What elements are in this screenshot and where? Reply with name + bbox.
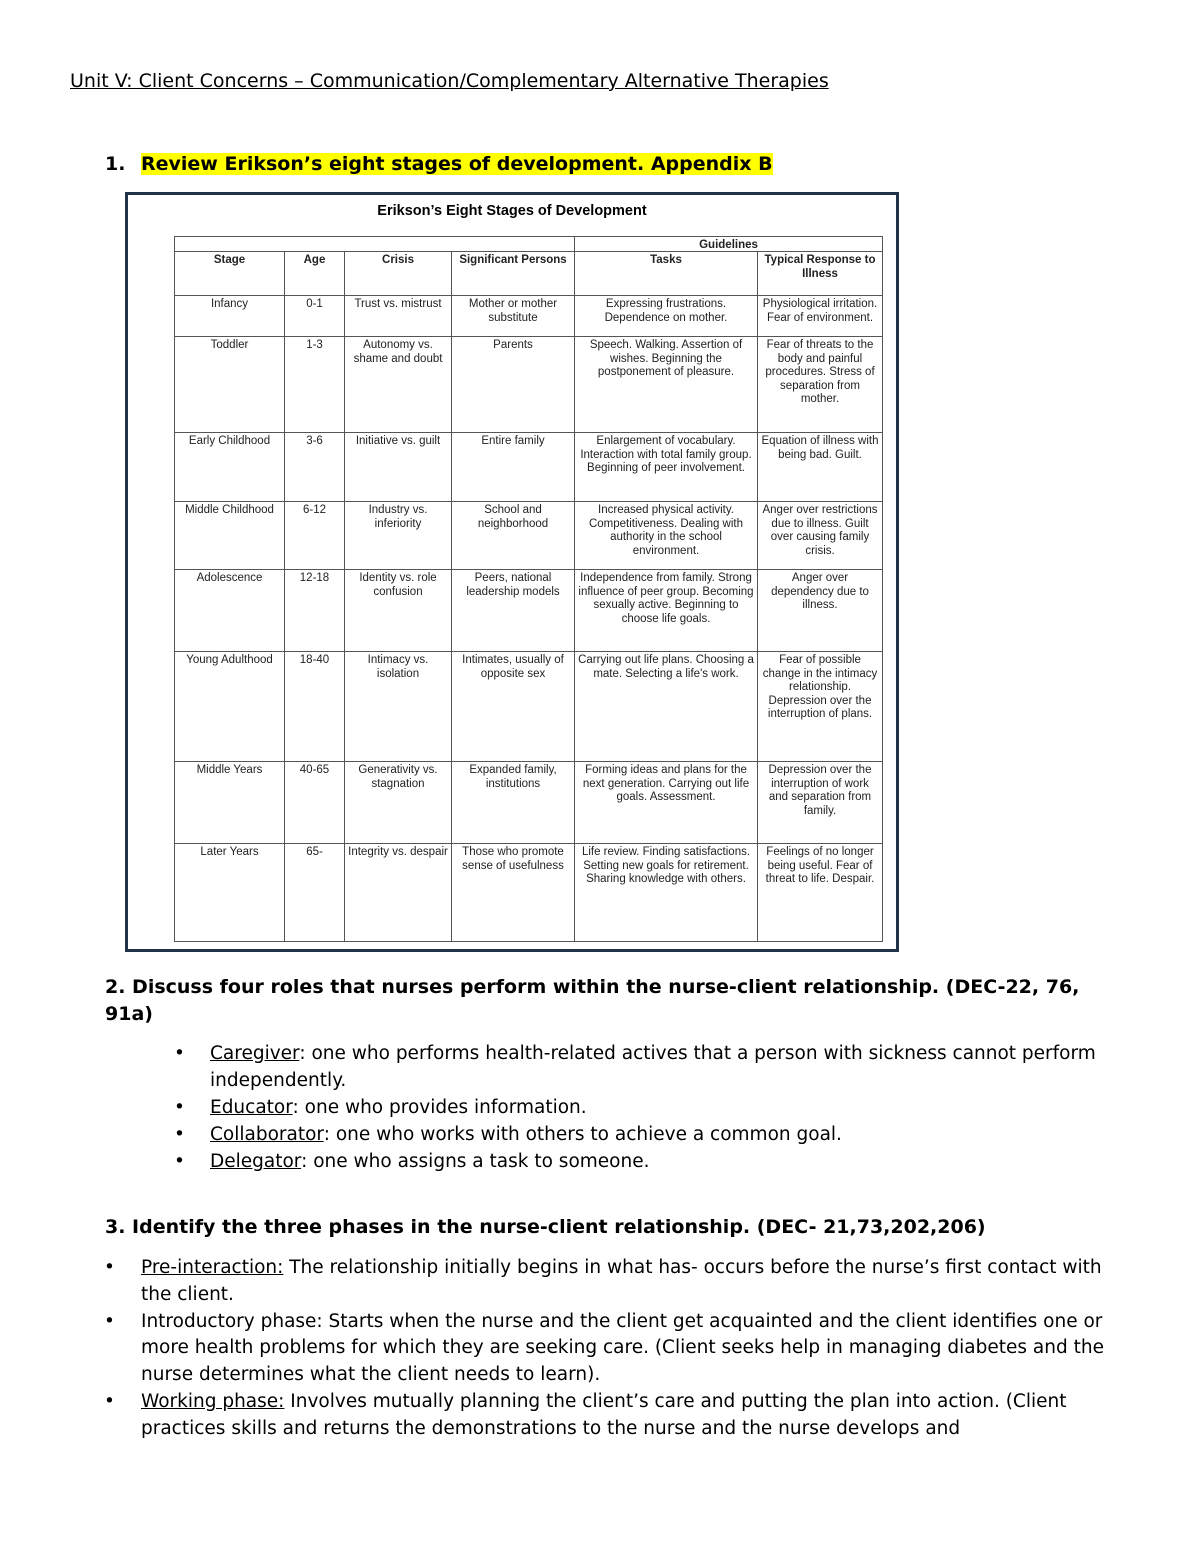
- cell-tasks: Enlargement of vocabulary. Interaction with total family group. Beginning of peer involvement.: [575, 433, 758, 502]
- list-item: [174, 1094, 1110, 1121]
- table-header-blank: [175, 237, 575, 252]
- cell-age: 3-6: [285, 433, 345, 502]
- list-item: [104, 1255, 1131, 1309]
- cell-significant-persons: Intimates, usually of opposite sex: [452, 652, 575, 762]
- cell-typical-response: Feelings of no longer being useful. Fear of threat to life. Despair.: [758, 844, 883, 942]
- cell-significant-persons: Mother or mother substitute: [452, 296, 575, 337]
- bullet-icon: •: [104, 1310, 115, 1332]
- role-description: : one who performs health-related actives that a person with sickness cannot perform independently.: [210, 1043, 1096, 1091]
- cell-tasks: Speech. Walking. Assertion of wishes. Beginning the postponement of pleasure.: [575, 337, 758, 433]
- cell-typical-response: Anger over dependency due to illness.: [758, 570, 883, 652]
- cell-tasks: Increased physical activity. Competitiveness. Dealing with authority in the school environment.: [575, 502, 758, 570]
- bullet-icon: •: [104, 1257, 115, 1278]
- erikson-stages-table: [174, 236, 883, 942]
- cell-typical-response: Fear of possible change in the intimacy relationship. Depression over the interruption of plans.: [758, 652, 883, 762]
- question-1-highlighted-text: Review Erikson’s eight stages of development. Appendix B: [141, 153, 773, 175]
- cell-crisis: Intimacy vs. isolation: [345, 652, 452, 762]
- cell-typical-response: Fear of threats to the body and painful procedures. Stress of separation from mother.: [758, 337, 883, 433]
- question-3-heading: 3. Identify the three phases in the nurse-client relationship. (DEC- 21,73,202,206): [105, 1216, 986, 1238]
- cell-crisis: Initiative vs. guilt: [345, 433, 452, 502]
- cell-tasks: Life review. Finding satisfactions. Setting new goals for retirement. Sharing knowledge with others.: [575, 844, 758, 942]
- table-row: [175, 762, 883, 844]
- figure-title: Erikson’s Eight Stages of Development: [377, 203, 647, 219]
- cell-crisis: Autonomy vs. shame and doubt: [345, 337, 452, 433]
- column-header-tasks: Tasks: [575, 252, 758, 296]
- role-term: Collaborator: [210, 1124, 324, 1145]
- cell-tasks: Carrying out life plans. Choosing a mate. Selecting a life's work.: [575, 652, 758, 762]
- table-row: [175, 433, 883, 502]
- cell-crisis: Integrity vs. despair: [345, 844, 452, 942]
- cell-age: 40-65: [285, 762, 345, 844]
- cell-significant-persons: Parents: [452, 337, 575, 433]
- column-header-significant-persons: Significant Persons: [452, 252, 575, 296]
- table-row: [175, 844, 883, 942]
- cell-age: 12-18: [285, 570, 345, 652]
- bullet-icon: •: [104, 1390, 115, 1412]
- list-item: [104, 1389, 1131, 1443]
- cell-stage: Toddler: [175, 337, 285, 433]
- cell-stage: Young Adulthood: [175, 652, 285, 762]
- question-2-heading: 2. Discuss four roles that nurses perform within the nurse-client relationship. (DEC-22, 76, 91a): [105, 976, 1080, 1025]
- phase-description: Introductory phase: Starts when the nurse and the client get acquainted and the client identifies one or more health problems for which they are seeking care. (Client seeks help in managing diabetes and the nurse determines what the client needs to learn).: [141, 1310, 1104, 1386]
- cell-age: 1-3: [285, 337, 345, 433]
- role-term: Caregiver: [210, 1043, 300, 1064]
- list-item: [174, 1148, 1110, 1175]
- table-header-guidelines: Guidelines: [575, 237, 883, 252]
- column-header-typical-response: Typical Response to Illness: [758, 252, 883, 296]
- cell-typical-response: Depression over the interruption of work and separation from family.: [758, 762, 883, 844]
- column-header-age: Age: [285, 252, 345, 296]
- relationship-phases-list: [104, 1255, 1131, 1443]
- cell-tasks: Independence from family. Strong influence of peer group. Becoming sexually active. Beginning to choose life goals.: [575, 570, 758, 652]
- phase-description: The relationship initially begins in what has- occurs before the nurse’s first contact with the client.: [141, 1257, 1102, 1305]
- table-row: [175, 570, 883, 652]
- cell-typical-response: Anger over restrictions due to illness. Guilt over causing family crisis.: [758, 502, 883, 570]
- role-description: : one who provides information.: [292, 1097, 587, 1118]
- cell-typical-response: Equation of illness with being bad. Guilt.: [758, 433, 883, 502]
- cell-crisis: Trust vs. mistrust: [345, 296, 452, 337]
- cell-crisis: Identity vs. role confusion: [345, 570, 452, 652]
- bullet-icon: •: [174, 1043, 185, 1064]
- cell-tasks: Expressing frustrations. Dependence on mother.: [575, 296, 758, 337]
- cell-typical-response: Physiological irritation. Fear of environment.: [758, 296, 883, 337]
- cell-stage: Adolescence: [175, 570, 285, 652]
- cell-stage: Early Childhood: [175, 433, 285, 502]
- phase-description: Involves mutually planning the client’s care and putting the plan into action. (Client practices skills and returns the demonstrations to the nurse and the nurse develops and: [141, 1390, 1067, 1439]
- phase-term: Pre-interaction:: [141, 1257, 284, 1278]
- cell-stage: Infancy: [175, 296, 285, 337]
- table-row: [175, 502, 883, 570]
- cell-age: 0-1: [285, 296, 345, 337]
- bullet-icon: •: [174, 1097, 185, 1118]
- nurse-roles-list: [174, 1040, 1110, 1175]
- role-description: : one who assigns a task to someone.: [301, 1151, 650, 1172]
- column-header-crisis: Crisis: [345, 252, 452, 296]
- cell-stage: Middle Years: [175, 762, 285, 844]
- bullet-icon: •: [174, 1124, 185, 1145]
- role-description: : one who works with others to achieve a common goal.: [323, 1124, 842, 1145]
- page-title: Unit V: Client Concerns – Communication/Complementary Alternative Therapies: [70, 70, 829, 92]
- cell-significant-persons: School and neighborhood: [452, 502, 575, 570]
- cell-stage: Middle Childhood: [175, 502, 285, 570]
- cell-significant-persons: Expanded family, institutions: [452, 762, 575, 844]
- question-1-number: 1.: [105, 153, 126, 175]
- erikson-stages-figure: [125, 192, 899, 952]
- list-item: [174, 1040, 1110, 1094]
- cell-significant-persons: Peers, national leadership models: [452, 570, 575, 652]
- list-item: [174, 1121, 1110, 1148]
- role-term: Delegator: [210, 1151, 302, 1172]
- table-row: [175, 296, 883, 337]
- question-1-heading: [105, 153, 773, 175]
- cell-crisis: Generativity vs. stagnation: [345, 762, 452, 844]
- cell-significant-persons: Those who promote sense of usefulness: [452, 844, 575, 942]
- role-term: Educator: [210, 1097, 293, 1118]
- column-header-stage: Stage: [175, 252, 285, 296]
- cell-crisis: Industry vs. inferiority: [345, 502, 452, 570]
- cell-age: 18-40: [285, 652, 345, 762]
- table-row: [175, 337, 883, 433]
- cell-tasks: Forming ideas and plans for the next generation. Carrying out life goals. Assessment.: [575, 762, 758, 844]
- phase-term: Working phase:: [141, 1390, 285, 1412]
- cell-age: 65-: [285, 844, 345, 942]
- cell-significant-persons: Entire family: [452, 433, 575, 502]
- table-row: [175, 652, 883, 762]
- list-item: [104, 1309, 1131, 1389]
- cell-stage: Later Years: [175, 844, 285, 942]
- bullet-icon: •: [174, 1151, 185, 1172]
- cell-age: 6-12: [285, 502, 345, 570]
